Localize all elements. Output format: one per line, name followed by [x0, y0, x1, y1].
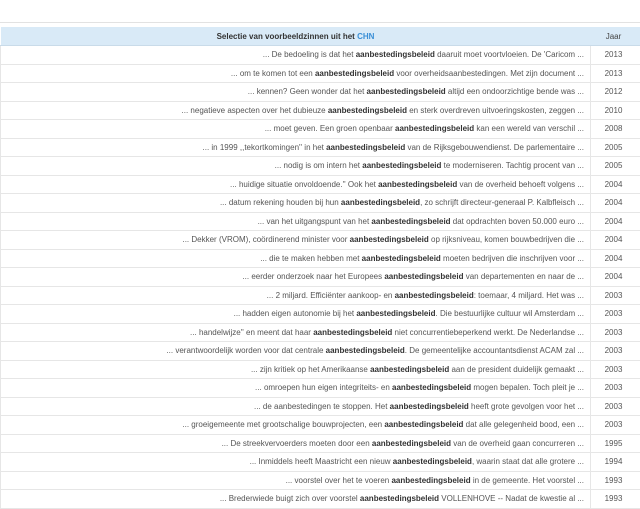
sentence-cell — [1, 101, 591, 120]
sentence-before: ... Inmiddels heeft Maastricht een nieuw — [250, 457, 393, 466]
keyword: aanbestedingsbeleid — [313, 328, 392, 337]
sentence-before: ... huidige situatie onvoldoende.'' Ook het — [230, 180, 378, 189]
sentence-cell — [1, 175, 591, 194]
keyword: aanbestedingsbeleid — [360, 494, 439, 503]
sentence-after: te moderniseren. Tachtig procent van ... — [441, 161, 584, 170]
year-cell: 2003 — [591, 360, 640, 379]
table-row — [1, 323, 640, 342]
sentence-after: . Die bestuurlijke cultuur wil Amsterdam ... — [436, 309, 585, 318]
keyword: aanbestedingsbeleid — [350, 235, 429, 244]
sentence-before: ... handelwijze'' en meent dat haar — [190, 328, 313, 337]
sentence-before: ... de aanbestedingen te stoppen. Het — [254, 402, 390, 411]
sentences-table — [0, 27, 640, 509]
year-cell: 2004 — [591, 249, 640, 268]
sentence-cell — [1, 83, 591, 102]
sentence-after: van departementen en naar de ... — [463, 272, 584, 281]
sentence-after: moeten bedrijven die inschrijven voor ... — [441, 254, 584, 263]
sentence-cell — [1, 46, 591, 65]
sentence-before: ... van het uitgangspunt van het — [258, 217, 372, 226]
year-cell: 2012 — [591, 83, 640, 102]
table-row — [1, 453, 640, 472]
keyword: aanbestedingsbeleid — [372, 439, 451, 448]
sentence-cell — [1, 434, 591, 453]
year-cell: 2003 — [591, 286, 640, 305]
sentence-before: ... groeigemeente met grootschalige bouwprojecten, een — [182, 420, 384, 429]
sentence-before: ... om te komen tot een — [231, 69, 315, 78]
year-cell: 2003 — [591, 397, 640, 416]
table-row — [1, 83, 640, 102]
table-row — [1, 286, 640, 305]
sentence-after: heeft grote gevolgen voor het ... — [469, 402, 584, 411]
header-title-text: Selectie van voorbeeldzinnen uit het — [217, 32, 357, 41]
sentence-cell — [1, 490, 591, 509]
year-cell: 2013 — [591, 64, 640, 83]
year-cell: 2004 — [591, 194, 640, 213]
keyword: aanbestedingsbeleid — [392, 383, 471, 392]
sentence-before: ... verantwoordelijk worden voor dat centrale — [166, 346, 325, 355]
keyword: aanbestedingsbeleid — [371, 217, 450, 226]
year-cell: 1993 — [591, 490, 640, 509]
table-row — [1, 397, 640, 416]
year-cell: 2010 — [591, 101, 640, 120]
table-header — [1, 27, 640, 46]
sentence-after: op rijksniveau, komen bouwbedrijven die ... — [429, 235, 584, 244]
sentence-after: in de gemeente. Het voorstel ... — [471, 476, 584, 485]
sentence-after: en sterk overdreven uitvoeringskosten, zeggen ... — [407, 106, 584, 115]
sentence-before: ... in 1999 ,,tekortkomingen'' in het — [203, 143, 327, 152]
keyword: aanbestedingsbeleid — [391, 476, 470, 485]
table-row — [1, 379, 640, 398]
sentence-cell — [1, 416, 591, 435]
year-cell: 2008 — [591, 120, 640, 139]
sentence-before: ... De bedoeling is dat het — [263, 50, 356, 59]
sentence-cell — [1, 138, 591, 157]
sentence-before: ... moet geven. Een groen openbaar — [265, 124, 395, 133]
keyword: aanbestedingsbeleid — [395, 291, 474, 300]
sentence-after: altijd een ondoorzichtige bende was ... — [446, 87, 584, 96]
top-bar — [0, 0, 640, 23]
keyword: aanbestedingsbeleid — [362, 161, 441, 170]
table-row — [1, 434, 640, 453]
sentences-column-header — [1, 27, 591, 46]
table-row — [1, 342, 640, 361]
year-cell: 2003 — [591, 342, 640, 361]
table-row — [1, 490, 640, 509]
sentence-cell — [1, 397, 591, 416]
sentence-cell — [1, 360, 591, 379]
sentence-after: niet concurrentiebeperkend werkt. De Nederlandse ... — [392, 328, 584, 337]
year-cell: 2003 — [591, 323, 640, 342]
sentence-cell — [1, 342, 591, 361]
table-row — [1, 101, 640, 120]
sentence-before: ... die te maken hebben met — [260, 254, 361, 263]
sentence-after: , zo schrijft directeur-generaal P. Kalbfleisch ... — [420, 198, 584, 207]
sentence-after: van de overheid behoeft volgens ... — [457, 180, 584, 189]
keyword: aanbestedingsbeleid — [384, 420, 463, 429]
table-row — [1, 249, 640, 268]
year-cell: 2003 — [591, 416, 640, 435]
keyword: aanbestedingsbeleid — [326, 346, 405, 355]
sentence-before: ... voorstel over het te voeren — [286, 476, 392, 485]
year-cell: 1994 — [591, 453, 640, 472]
sentence-before: ... 2 miljard. Efficiënter aankoop- en — [267, 291, 395, 300]
sentence-cell — [1, 231, 591, 250]
keyword: aanbestedingsbeleid — [393, 457, 472, 466]
table-row — [1, 175, 640, 194]
year-column-header[interactable]: Jaar — [591, 27, 640, 46]
sentence-before: ... kennen? Geen wonder dat het — [248, 87, 367, 96]
sentence-before: ... negatieve aspecten over het dubieuze — [182, 106, 328, 115]
table-row — [1, 157, 640, 176]
sentence-before: ... hadden eigen autonomie bij het — [234, 309, 357, 318]
keyword: aanbestedingsbeleid — [390, 402, 469, 411]
sentence-cell — [1, 268, 591, 287]
keyword: aanbestedingsbeleid — [367, 87, 446, 96]
sentence-cell — [1, 379, 591, 398]
sentence-before: ... Dekker (VROM), coördinerend minister voor — [182, 235, 349, 244]
sentence-after: voor overheidsaanbestedingen. Met zijn document ... — [394, 69, 584, 78]
year-cell: 2003 — [591, 379, 640, 398]
sentence-after: daaruit moet voortvloeien. De 'Caricom ... — [435, 50, 584, 59]
table-row — [1, 305, 640, 324]
sentence-before: ... eerder onderzoek naar het Europees — [242, 272, 384, 281]
table-row — [1, 194, 640, 213]
table-row — [1, 416, 640, 435]
sentence-after: , waarin staat dat alle grotere ... — [472, 457, 584, 466]
keyword: aanbestedingsbeleid — [378, 180, 457, 189]
sentence-after: mogen bepalen. Toch pleit je ... — [471, 383, 584, 392]
year-cell: 2004 — [591, 212, 640, 231]
year-cell: 2013 — [591, 46, 640, 65]
sentence-cell — [1, 212, 591, 231]
sentence-cell — [1, 286, 591, 305]
table-row — [1, 268, 640, 287]
year-cell: 2003 — [591, 305, 640, 324]
sentence-before: ... Brederwiede buigt zich over voorstel — [220, 494, 360, 503]
sentence-cell — [1, 471, 591, 490]
table-body — [1, 46, 640, 509]
sentence-after: aan de president duidelijk gemaakt ... — [449, 365, 584, 374]
keyword: aanbestedingsbeleid — [384, 272, 463, 281]
table-row — [1, 120, 640, 139]
sentence-cell — [1, 120, 591, 139]
header-row — [1, 27, 640, 46]
sentence-after: dat alle gelegenheid bood, een ... — [463, 420, 584, 429]
keyword: aanbestedingsbeleid — [356, 50, 435, 59]
table-row — [1, 64, 640, 83]
year-cell: 2005 — [591, 157, 640, 176]
sentence-after: kan een wereld van verschil ... — [474, 124, 584, 133]
year-cell: 2004 — [591, 231, 640, 250]
keyword: aanbestedingsbeleid — [362, 254, 441, 263]
sentence-before: ... datum rekening houden bij hun — [220, 198, 341, 207]
sentence-cell — [1, 323, 591, 342]
year-cell: 2004 — [591, 268, 640, 287]
keyword: aanbestedingsbeleid — [370, 365, 449, 374]
keyword: aanbestedingsbeleid — [326, 143, 405, 152]
year-cell: 1995 — [591, 434, 640, 453]
sentence-before: ... nodig is om intern het — [275, 161, 363, 170]
sentence-after: van de Rijksgebouwendienst. De parlementaire ... — [405, 143, 584, 152]
table-row — [1, 231, 640, 250]
table-row — [1, 360, 640, 379]
sentence-cell — [1, 64, 591, 83]
year-cell: 1993 — [591, 471, 640, 490]
sentence-cell — [1, 157, 591, 176]
sentence-after: van de overheid gaan concurreren ... — [451, 439, 584, 448]
sentence-before: ... De streekvervoerders moeten door een — [222, 439, 372, 448]
keyword: aanbestedingsbeleid — [395, 124, 474, 133]
year-cell: 2004 — [591, 175, 640, 194]
keyword: aanbestedingsbeleid — [315, 69, 394, 78]
table-row — [1, 471, 640, 490]
table-row — [1, 46, 640, 65]
table-row — [1, 212, 640, 231]
chn-link[interactable]: CHN — [357, 32, 374, 41]
sentence-before: ... zijn kritiek op het Amerikaanse — [251, 365, 370, 374]
sentence-after: VOLLENHOVE -- Nadat de kwestie al ... — [439, 494, 584, 503]
sentence-cell — [1, 194, 591, 213]
sentence-cell — [1, 453, 591, 472]
table-row — [1, 138, 640, 157]
sentence-before: ... omroepen hun eigen integriteits- en — [255, 383, 392, 392]
keyword: aanbestedingsbeleid — [356, 309, 435, 318]
sentence-after: . De gemeentelijke accountantsdienst ACAM zal ... — [405, 346, 584, 355]
year-cell: 2005 — [591, 138, 640, 157]
keyword: aanbestedingsbeleid — [328, 106, 407, 115]
sentence-cell — [1, 249, 591, 268]
sentence-after: : toemaar, 4 miljard. Het was ... — [474, 291, 584, 300]
keyword: aanbestedingsbeleid — [341, 198, 420, 207]
sentence-after: dat opdrachten boven 50.000 euro ... — [451, 217, 584, 226]
sentence-cell — [1, 305, 591, 324]
